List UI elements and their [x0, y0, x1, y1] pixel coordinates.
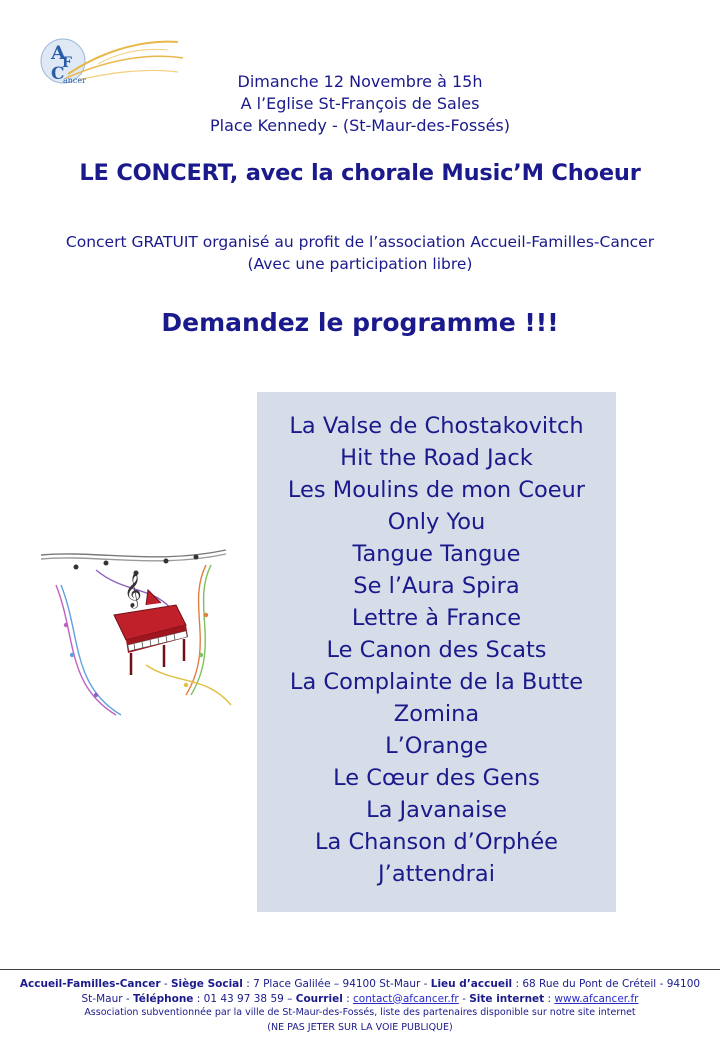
footer-siege-value: : 7 Place Galilée – 94100 St-Maur -	[242, 978, 431, 990]
program-item: L’Orange	[385, 733, 488, 759]
logo-letter-c: C	[51, 64, 65, 84]
footer-website-link[interactable]: www.afcancer.fr	[554, 992, 639, 1005]
program-heading: Demandez le programme !!!	[161, 308, 559, 337]
concert-description	[0, 231, 720, 275]
program-item: Les Moulins de mon Coeur	[287, 477, 586, 503]
footer-email-link[interactable]: contact@afcancer.fr	[353, 992, 459, 1005]
program-list	[257, 392, 616, 890]
footer-site-label: Site internet	[469, 992, 545, 1005]
footer-line-3: Association subventionnée par la ville de St-Maur-des-Fossés, liste des partenaires disponible sur notre site internet	[84, 1007, 636, 1018]
footer-site-separator: -	[458, 992, 470, 1005]
program-item: Le Canon des Scats	[326, 637, 547, 663]
footer-email-label: Courriel	[295, 992, 343, 1005]
footer	[0, 977, 720, 1035]
program-item: Se l’Aura Spira	[353, 573, 520, 599]
piano-music-illustration	[36, 545, 236, 720]
footer-accueil-label: Lieu d’accueil	[430, 978, 513, 990]
program-item: La Javanaise	[366, 797, 507, 823]
program-item: Hit the Road Jack	[340, 445, 533, 471]
footer-siege-label: Siège Social	[171, 978, 243, 990]
program-box	[257, 392, 616, 912]
program-item: Zomina	[393, 701, 480, 727]
program-item: Le Cœur des Gens	[333, 765, 540, 791]
program-item: La Chanson d’Orphée	[314, 829, 559, 855]
footer-separator: -	[160, 978, 171, 990]
footer-line-4: (NE PAS JETER SUR LA VOIE PUBLIQUE)	[267, 1021, 453, 1033]
footer-email-separator: :	[342, 992, 354, 1005]
event-date: Dimanche 12 Novembre à 15h	[237, 72, 483, 91]
footer-city: St-Maur -	[81, 992, 134, 1005]
program-item: Only You	[387, 509, 486, 535]
event-info	[0, 71, 720, 137]
description-line-1: Concert GRATUIT organisé au profit de l’association Accueil-Familles-Cancer	[65, 233, 655, 251]
footer-line-1	[0, 977, 720, 992]
footer-phone-label: Téléphone	[133, 992, 194, 1005]
footer-line-2	[0, 992, 720, 1007]
footer-accueil-value: : 68 Rue du Pont de Créteil - 94100	[512, 978, 701, 990]
logo-letter-f: F	[62, 55, 72, 71]
svg-text:𝄞: 𝄞	[124, 573, 142, 608]
logo-word: ancer	[63, 76, 86, 85]
program-item: Tangue Tangue	[352, 541, 521, 567]
description-line-2: (Avec une participation libre)	[247, 255, 473, 273]
program-item: La Complainte de la Butte	[289, 669, 584, 695]
program-item: J’attendrai	[378, 861, 495, 887]
event-address: Place Kennedy - (St-Maur-des-Fossés)	[209, 116, 510, 135]
footer-site-separator-2: :	[544, 992, 555, 1005]
footer-org-name: Accueil-Familles-Cancer	[19, 978, 161, 990]
program-item: La Valse de Chostakovitch	[289, 413, 584, 439]
logo-letter-a: A	[51, 42, 66, 64]
footer-phone-value: : 01 43 97 38 59 –	[193, 992, 296, 1005]
footer-divider	[0, 969, 720, 970]
event-venue: A l’Eglise St-François de Sales	[240, 94, 480, 113]
concert-title: LE CONCERT, avec la chorale Music’M Choeur	[79, 160, 641, 186]
program-item: Lettre à France	[351, 605, 522, 631]
